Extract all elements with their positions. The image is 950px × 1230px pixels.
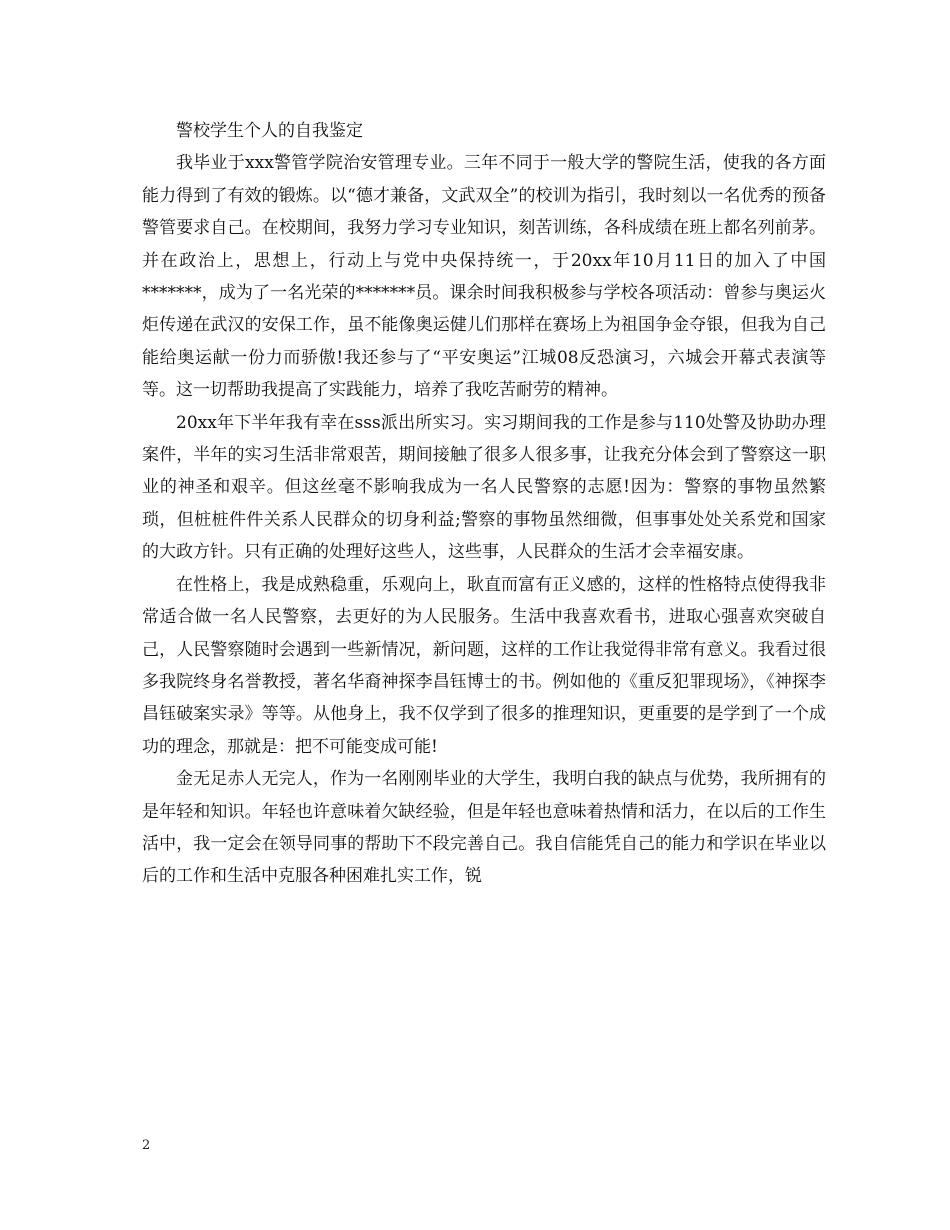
paragraph-3: 在性格上，我是成熟稳重，乐观向上，耿直而富有正义感的，这样的性格特点使得我非常适合做一名人民警察，去更好的为人民服务。生活中我喜欢看书，进取心强喜欢突破自己，人民警察随时会遇到一些新情况，新问题，这样的工作让我觉得非常有意义。我看过很多我院终身名誉教授，著名华裔神探李昌钰博士的书。例如他的《重反犯罪现场》，《神探李昌钰破案实录》等等。从他身上，我不仅学到了很多的推理知识，更重要的是学到了一个成功的理念，那就是：把不可能变成可能! [142, 574, 826, 757]
paragraph-1: 我毕业于xxx警管学院治安管理专业。三年不同于一般大学的警院生活，使我的各方面能力得到了有效的锻炼。以“德才兼备，文武双全”的校训为指引，我时刻以一名优秀的预备警管要求自己。在校期间，我努力学习专业知识，刻苦训练，各科成绩在班上都名列前茅。并在政治上，思想上，行动上与党中央保持统一，于20xx年10月11日的加入了中国*******，成为了一名光荣的*******员。课余时间我积极参与学校各项活动：曾参与奥运火炬传递在武汉的安保工作，虽不能像奥运健儿们那样在赛场上为祖国争金夺银，但我为自己能给奥运献一份力而骄傲!我还参与了“平安奥运”江城08反恐演习，六城会开幕式表演等等。这一切帮助我提高了实践能力，培养了我吃苦耐劳的精神。 [142, 153, 826, 401]
document-title: 警校学生个人的自我鉴定 [176, 121, 363, 141]
page-number: 2 [142, 1138, 151, 1153]
paragraph-2: 20xx年下半年我有幸在sss派出所实习。实习期间我的工作是参与110处警及协助办理案件，半年的实习生活非常艰苦，期间接触了很多人很多事，让我充分体会到了警察这一职业的神圣和艰辛。但这丝毫不影响我成为一名人民警察的志愿!因为：警察的事物虽然繁琐，但桩桩件件关系人民群众的切身利益;警察的事物虽然细微，但事事处处关系党和国家的大政方针。只有正确的处理好这些人，这些事，人民群众的生活才会幸福安康。 [142, 412, 826, 563]
paragraph-4: 金无足赤人无完人，作为一名刚刚毕业的大学生，我明白我的缺点与优势，我所拥有的是年轻和知识。年轻也许意味着欠缺经验，但是年轻也意味着热情和活力，在以后的工作生活中，我一定会在领导同事的帮助下不段完善自己。我自信能凭自己的能力和学识在毕业以后的工作和生活中克服各种困难扎实工作，锐 [142, 769, 826, 887]
document-body [142, 115, 826, 893]
